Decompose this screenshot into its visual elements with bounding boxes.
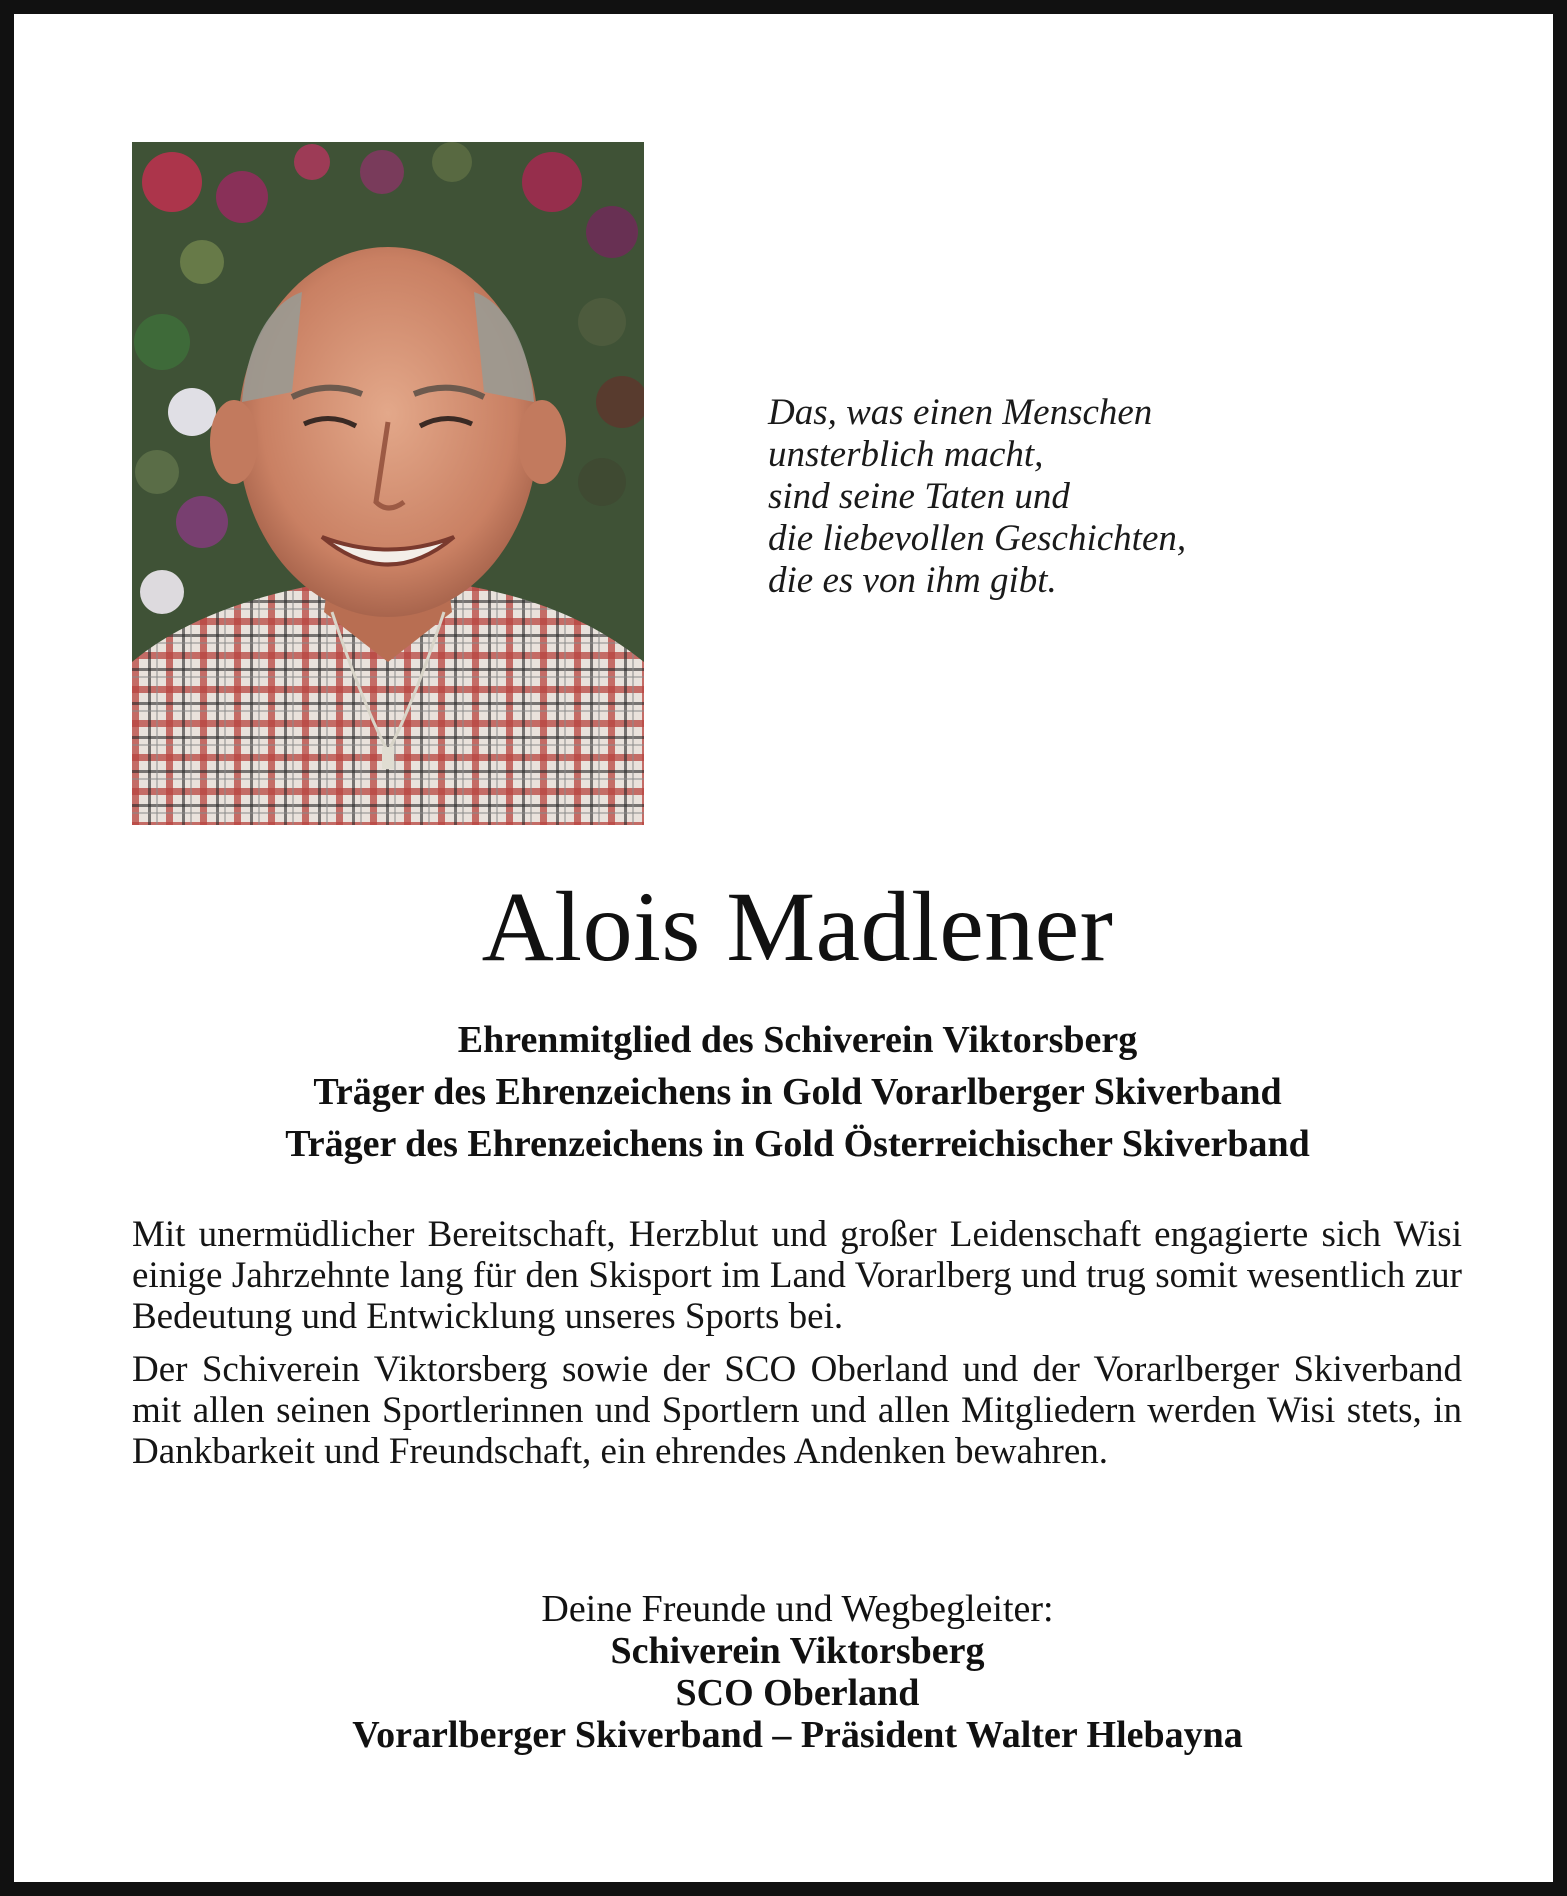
honor-line: Träger des Ehrenzeichens in Gold Vorarlberger Skiverband [313, 1071, 1282, 1113]
quote-line: unsterblich macht, [768, 434, 1044, 475]
portrait-illustration [132, 142, 644, 825]
quote-line: die es von ihm gibt. [768, 560, 1057, 601]
deceased-name: Alois Madlener [481, 871, 1114, 982]
signoff-intro: Deine Freunde und Wegbegleiter: [541, 1588, 1054, 1630]
quote-line: die liebevollen Geschichten, [768, 518, 1187, 559]
signatory: Vorarlberger Skiverband – Präsident Walter Hlebayna [352, 1714, 1243, 1756]
signatory: Schiverein Viktorsberg [610, 1630, 985, 1672]
signatory: SCO Oberland [675, 1672, 920, 1714]
tribute-paragraph: Mit unermüdlicher Bereitschaft, Herzblut und großer Leidenschaft engagierte sich Wisi einige Jahrzehnte lang für den Skisport im Land Vorarlberg und trug somit wesentlich zur Bedeutung und Entwicklung unseres Sports bei. [132, 1214, 1462, 1337]
quote-line: Das, was einen Menschen [768, 392, 1153, 433]
portrait-photo [132, 142, 644, 825]
signoff [14, 1588, 1567, 1756]
honors-list [14, 1014, 1567, 1170]
tribute-paragraph: Der Schiverein Viktorsberg sowie der SCO Oberland und der Vorarlberger Skiverband mit allen seinen Sportlerinnen und Sportlern und allen Mitgliedern werden Wisi stets, in Dankbarkeit und Freundschaft, ein ehrendes Andenken bewahren. [132, 1349, 1462, 1472]
honor-line: Träger des Ehrenzeichens in Gold Österreichischer Skiverband [285, 1123, 1310, 1165]
quote-line: sind seine Taten und [768, 476, 1070, 517]
memorial-quote [768, 392, 1468, 602]
honor-line: Ehrenmitglied des Schiverein Viktorsberg [457, 1019, 1138, 1061]
tribute-text [132, 1214, 1462, 1484]
